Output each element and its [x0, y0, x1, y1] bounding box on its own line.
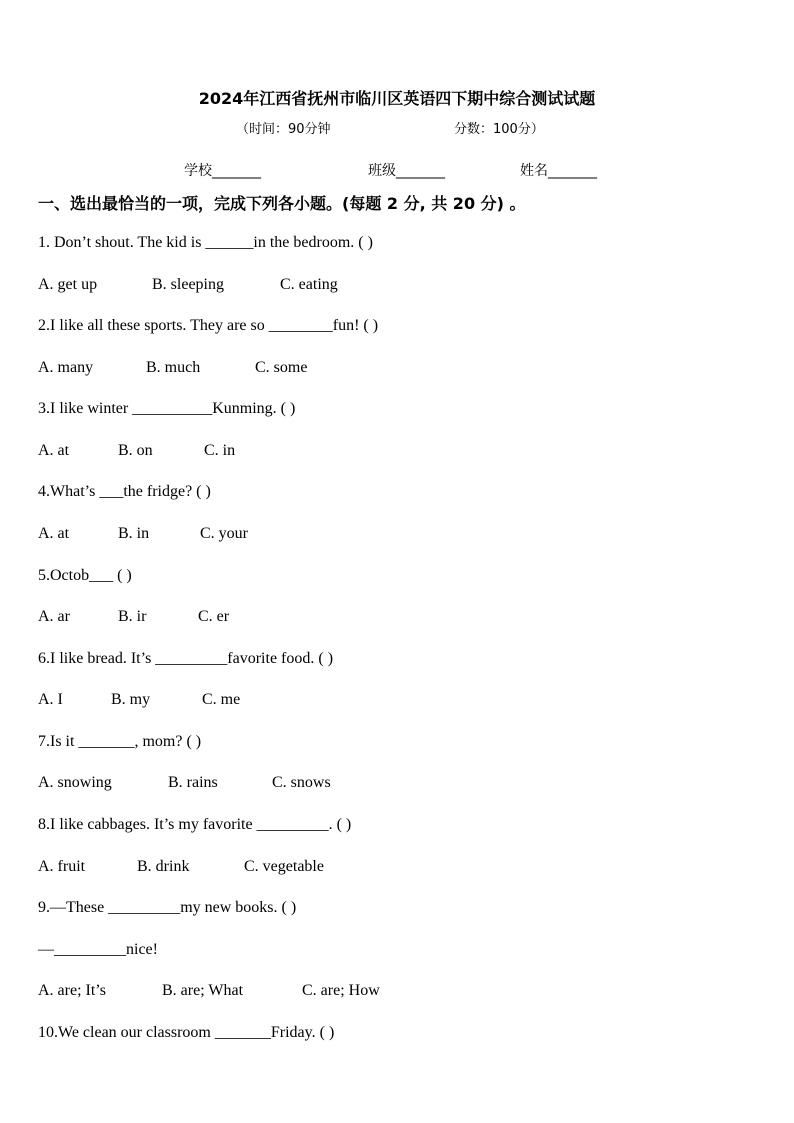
question-4-option-a: A. at: [38, 525, 70, 542]
question-3-stem: 3.I like winter __________Kunming. ( ): [38, 400, 296, 417]
question-9-option-b: B. are; What: [162, 982, 244, 999]
school-field: 学校_______: [184, 163, 261, 179]
section-heading: 一、选出最恰当的一项，完成下列各小题。(每题 2 分, 共 20 分) 。: [38, 194, 526, 213]
question-3-option-a: A. at: [38, 442, 70, 459]
question-1-option-a: A. get up: [38, 276, 98, 293]
question-8-option-b: B. drink: [137, 858, 190, 875]
question-4-option-c: C. your: [200, 525, 248, 542]
name-field: 姓名_______: [520, 163, 597, 179]
question-5-option-c: C. er: [198, 608, 230, 625]
question-7-stem: 7.Is it _______, mom? ( ): [38, 733, 202, 750]
question-7-option-c: C. snows: [272, 774, 331, 791]
question-1-option-c: C. eating: [280, 276, 338, 293]
question-6-option-a: A. I: [38, 691, 63, 708]
question-6-option-b: B. my: [111, 691, 151, 708]
exam-time: （时间：90分钟: [236, 122, 331, 137]
question-9-option-a: A. are; It’s: [38, 982, 106, 999]
question-2-option-c: C. some: [255, 359, 308, 376]
question-9-option-c: C. are; How: [302, 982, 380, 999]
question-9-stem: 9.—These _________my new books. ( ): [38, 899, 297, 916]
question-2-option-a: A. many: [38, 359, 94, 376]
question-1-stem: 1. Don’t shout. The kid is ______in the bedroom. ( ): [38, 234, 373, 251]
question-4-option-b: B. in: [118, 525, 150, 542]
question-4-stem: 4.What’s ___the fridge? ( ): [38, 483, 211, 500]
class-field: 班级_______: [368, 163, 445, 179]
question-3-option-b: B. on: [118, 442, 153, 459]
question-9-stem-reply: —_________nice!: [38, 941, 158, 958]
question-3-option-c: C. in: [204, 442, 236, 459]
question-7-option-a: A. snowing: [38, 774, 112, 791]
exam-score: 分数：100分）: [454, 122, 544, 137]
question-8-option-a: A. fruit: [38, 858, 86, 875]
question-6-option-c: C. me: [202, 691, 241, 708]
question-10-stem: 10.We clean our classroom _______Friday. ( ): [38, 1024, 335, 1041]
question-8-stem: 8.I like cabbages. It’s my favorite _________. ( ): [38, 816, 352, 833]
document-title: 2024年江西省抚州市临川区英语四下期中综合测试试题: [198, 89, 596, 108]
question-6-stem: 6.I like bread. It’s _________favorite food. ( ): [38, 650, 334, 667]
question-2-option-b: B. much: [146, 359, 201, 376]
question-5-option-b: B. ir: [118, 608, 147, 625]
question-8-option-c: C. vegetable: [244, 858, 324, 875]
question-5-stem: 5.Octob___ ( ): [38, 567, 132, 584]
question-2-stem: 2.I like all these sports. They are so ________fun! ( ): [38, 317, 379, 334]
question-5-option-a: A. ar: [38, 608, 70, 625]
question-1-option-b: B. sleeping: [152, 276, 224, 293]
question-7-option-b: B. rains: [168, 774, 218, 791]
